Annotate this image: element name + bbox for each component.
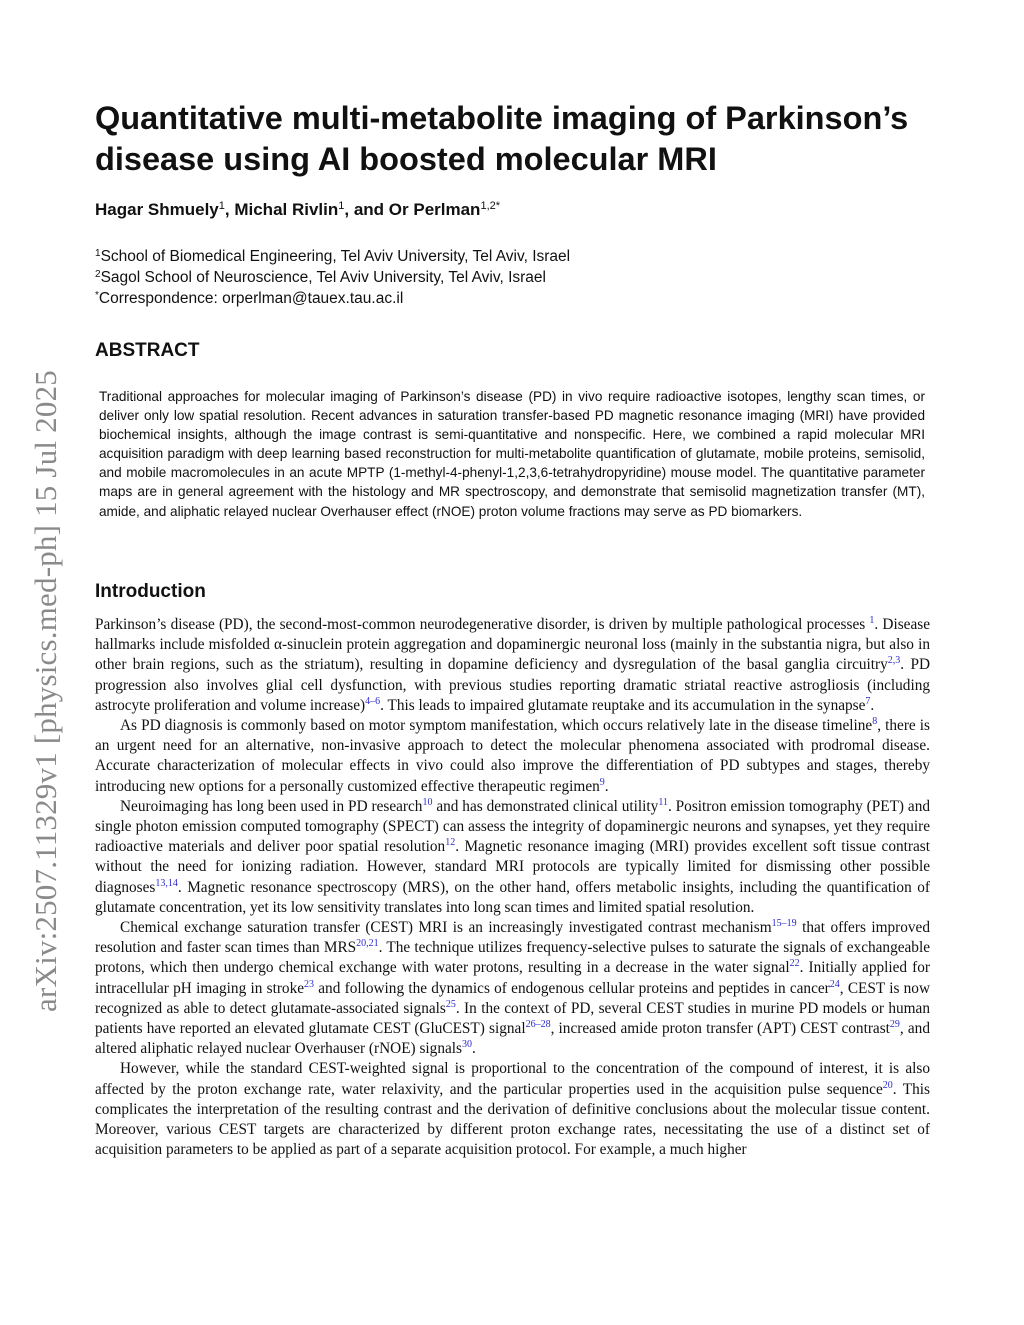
arxiv-identifier-stamp: arXiv:2507.11329v1 [physics.med-ph] 15 Jul 2025	[28, 370, 63, 1012]
author-name: Michal Rivlin	[234, 200, 339, 219]
citation-link[interactable]: 10	[422, 796, 433, 808]
citation-link[interactable]: 9	[599, 776, 605, 788]
affiliation-mark: 1	[95, 248, 101, 259]
citation-link[interactable]: 24	[829, 978, 840, 990]
paper-title: Quantitative multi-metabolite imaging of Parkinson’s disease using AI boosted molecular MRI	[95, 100, 909, 177]
citation-link[interactable]: 2,3	[887, 655, 901, 667]
affiliation-mark: 2	[95, 269, 101, 280]
introduction-paragraph: Chemical exchange saturation transfer (CEST) MRI is an increasingly investigated contrast mechanism$^{15-19}$ that offers improved resolution and faster scan times than MRS$^{20,21}$. The technique utilizes frequency-selective pulses to saturate the signals of exchangeable protons, which then undergo chemical exchange with water protons, resulting in a decrease in the water signal$^{22}$. Initially applied for intracellular pH imaging in stroke$^{23}$ and following the dynamics of endogenous cellular proteins and peptides in cancer$^{24}$, CEST is now recognized as able to detect glutamate-associated signals$^{25}$. In the context of PD, several CEST studies in murine PD models or human patients have reported an elevated glutamate CEST (GluCEST) signal$^{26-28}$, increased amide proton transfer (APT) CEST contrast$^{29}$, and altered aliphatic relayed nuclear Overhauser (rNOE) signals$^{30}$.	[95, 918, 931, 1058]
citation-link[interactable]: 12	[445, 837, 456, 849]
introduction-body	[95, 615, 930, 1160]
citation-link[interactable]: 22	[789, 958, 800, 970]
citation-link[interactable]: 23	[304, 978, 315, 990]
citation-link[interactable]: 20	[882, 1079, 893, 1091]
author-name: Or Perlman	[388, 200, 481, 219]
citation-link[interactable]: 29	[889, 1019, 900, 1031]
citation-link[interactable]: 15–19	[771, 918, 797, 930]
author-separator: , and	[344, 200, 389, 219]
citation-link[interactable]: 20,21	[356, 938, 379, 950]
author-affiliation-mark: 1	[338, 200, 345, 212]
citation-link[interactable]: 4–6	[365, 695, 381, 707]
author-list	[95, 199, 500, 221]
affiliation-text: Correspondence: orperlman@tauex.tau.ac.il	[98, 290, 404, 307]
affiliation-line	[95, 288, 570, 309]
affiliation-mark: *	[95, 290, 99, 301]
citation-link[interactable]: 11	[658, 796, 668, 808]
affiliation-line	[95, 267, 570, 288]
affiliation-list	[95, 246, 570, 309]
citation-link[interactable]: 26–28	[525, 1019, 551, 1031]
introduction-paragraph: Neuroimaging has long been used in PD research$^{10}$ and has demonstrated clinical utility$^{11}$. Positron emission tomography (PET) and single photon emission computed tomography (SPECT) can assess the integrity of dopaminergic neurons and synapses, yet they require radioactive materials and deliver poor spatial resolution$^{12}$. Magnetic resonance imaging (MRI) provides excellent soft tissue contrast without the need for ionizing radiation. However, standard MRI protocols are typically limited for dismissing other possible diagnoses$^{13,14}$. Magnetic resonance spectroscopy (MRS), on the other hand, offers metabolic insights, including the quantification of glutamate concentration, yet its low sensitivity translates into long scan times and limited spatial resolution.	[95, 796, 930, 916]
citation-link[interactable]: 13,14	[155, 877, 178, 889]
introduction-paragraph: Parkinson’s disease (PD), the second-most-common neurodegenerative disorder, is driven by multiple pathological processes $^1$. Disease hallmarks include misfolded α-sinuclein protein aggregation and dopaminergic neuronal loss (mainly in the substantia nigra, but also in other brain regions, such as the striatum), resulting in dopamine deficiency and dysregulation of the basal ganglia circuitry$^{2,3}$. PD progression also involves glial cell dysfunction, with previous studies reporting dramatic striatal reactive astrogliosis (including astrocyte proliferation and volume increase)$^{4-6}$. This leads to impaired glutamate reuptake and its accumulation in the synapse$^7$.	[95, 615, 930, 714]
introduction-paragraph: However, while the standard CEST-weighted signal is proportional to the concentration of the compound of interest, it is also affected by the proton exchange rate, water relaxivity, and the particular properties used in the acquisition pulse sequence$^{20}$. This complicates the interpretation of the resulting contrast and the derivation of definitive conclusions about the molecular tissue content. Moreover, various CEST targets are characterized by different proton exchange rates, necessitating the use of a distinct set of acquisition parameters to be applied as part of a separate acquisition protocol. For example, a much higher	[95, 1060, 930, 1159]
author-affiliation-mark: 1,2*	[480, 200, 501, 212]
introduction-paragraph: As PD diagnosis is commonly based on motor symptom manifestation, which occurs relatively late in the disease timeline$^8$, there is an urgent need for an alternative, non-invasive approach to detect the molecular phenomena associated with prodromal disease. Accurate characterization of molecular effects in vivo could also improve the differentiation of PD subtypes and stages, thereby introducing new options for a personally customized effective therapeutic regimen$^9$.	[95, 716, 930, 795]
abstract-heading: ABSTRACT	[95, 340, 200, 361]
citation-link[interactable]: 7	[865, 695, 871, 707]
author-separator: ,	[224, 200, 235, 219]
citation-link[interactable]: 8	[872, 716, 878, 728]
affiliation-text: School of Biomedical Engineering, Tel Aviv University, Tel Aviv, Israel	[100, 248, 571, 265]
citation-link[interactable]: 1	[869, 615, 875, 626]
abstract-text: Traditional approaches for molecular imaging of Parkinson’s disease (PD) in vivo require radioactive isotopes, lengthy scan times, or deliver only low spatial resolution. Recent advances in saturation transfer-based PD magnetic resonance imaging (MRI) have provided biochemical insights, although the image contrast is semi-quantitative and nonspecific. Here, we combined a rapid molecular MRI acquisition paradigm with deep learning based reconstruction for multi-metabolite quantification of glutamate, mobile proteins, semisolid, and mobile macromolecules in an acute MPTP (1-methyl-4-phenyl-1,2,3,6-tetrahydropyridine) mouse model. The quantitative parameter maps are in general agreement with the histology and MR spectroscopy, and demonstrate that semisolid magnetization transfer (MT), amide, and aliphatic relayed nuclear Overhauser effect (rNOE) proton volume fractions may serve as PD biomarkers.	[99, 389, 925, 519]
citation-link[interactable]: 25	[445, 998, 456, 1010]
affiliation-text: Sagol School of Neuroscience, Tel Aviv University, Tel Aviv, Israel	[100, 269, 546, 286]
affiliation-line	[95, 246, 570, 267]
introduction-heading: Introduction	[95, 581, 206, 602]
author-affiliation-mark: 1	[218, 200, 225, 212]
author-name: Hagar Shmuely	[95, 200, 219, 219]
citation-link[interactable]: 30	[461, 1039, 472, 1051]
